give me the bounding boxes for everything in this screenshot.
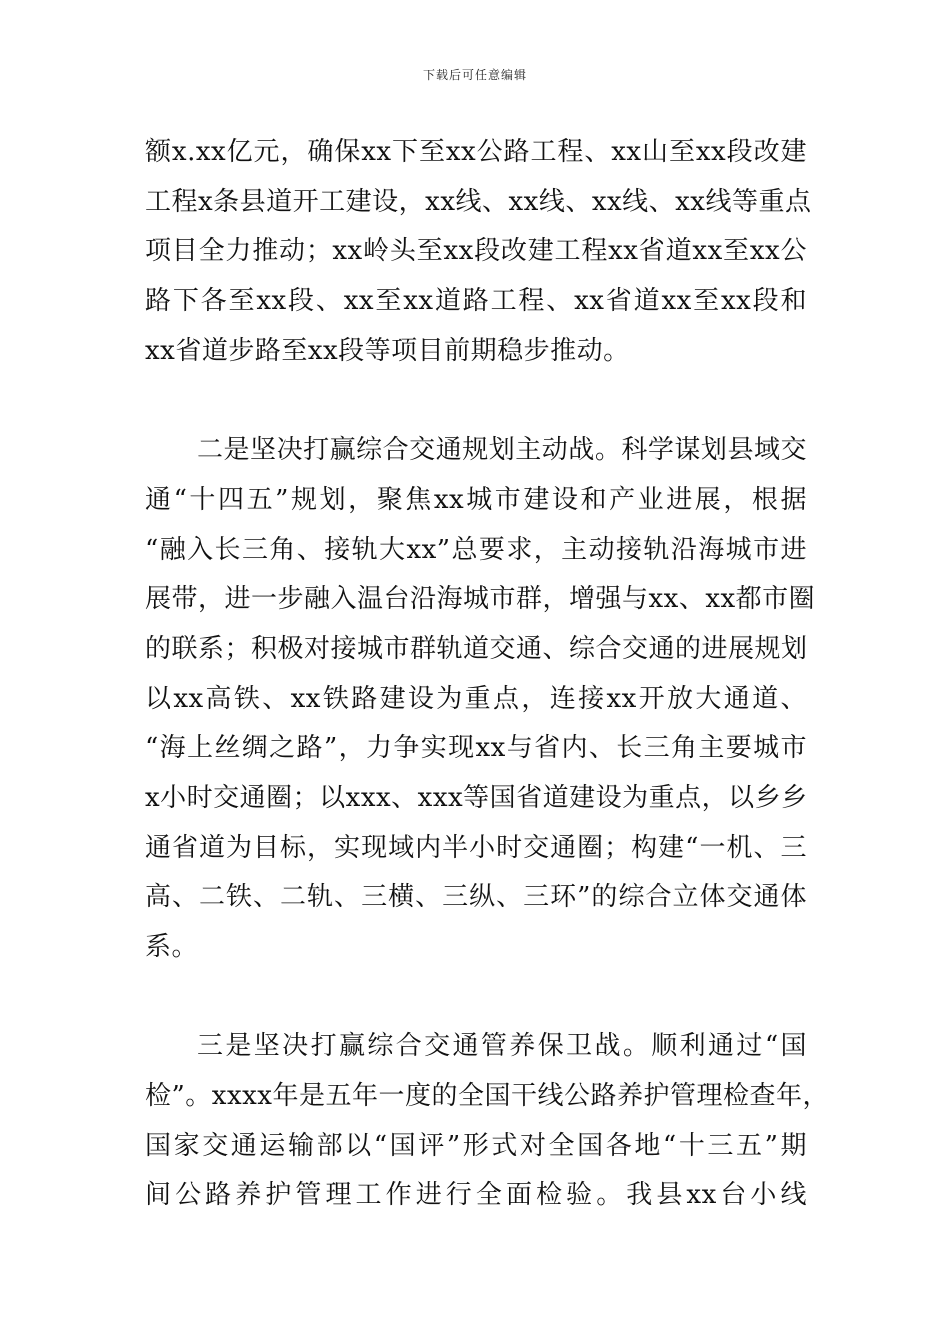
text-line: 通“十四五”规划，聚焦xx城市建设和产业进展，根据 xyxy=(145,484,807,515)
paragraph-2 xyxy=(145,426,816,973)
paragraph-gap xyxy=(145,376,807,426)
text-line: 检”。xxxx年是五年一度的全国干线公路养护管理检查年， xyxy=(145,1081,829,1112)
text-line: 二是坚决打赢综合交通规划主动战。科学谋划县域交 xyxy=(197,435,807,466)
text-line: 高、二铁、二轨、三横、三纵、三环”的综合立体交通体 xyxy=(145,882,807,913)
page-header: 下载后可任意编辑 xyxy=(422,68,527,82)
paragraph-1 xyxy=(145,128,812,376)
text-line: 国家交通运输部以“国评”形式对全国各地“十三五”期 xyxy=(145,1130,807,1161)
document-body xyxy=(145,128,829,1221)
text-line: 路下各至xx段、xx至xx道路工程、xx省道xx至xx段和 xyxy=(145,286,807,317)
text-line: x小时交通圈；以xxx、xxx等国省道建设为重点，以乡乡 xyxy=(145,782,808,813)
text-line: 项目全力推动；xx岭头至xx段改建工程xx省道xx至xx公 xyxy=(145,236,807,267)
text-line: 通省道为目标，实现域内半小时交通圈；构建“一机、三 xyxy=(145,832,807,863)
text-line: xx省道步路至xx段等项目前期稳步推动。 xyxy=(145,335,630,366)
text-line: 三是坚决打赢综合交通管养保卫战。顺利通过“国 xyxy=(197,1031,807,1062)
text-line: 以xx高铁、xx铁路建设为重点，连接xx开放大通道、 xyxy=(145,683,807,714)
text-line: 的联系；积极对接城市群轨道交通、综合交通的进展规划 xyxy=(145,633,808,664)
text-line: 工程x条县道开工建设，xx线、xx线、xx线、xx线等重点 xyxy=(145,186,812,217)
text-line: “融入长三角、接轨大xx”总要求，主动接轨沿海城市进 xyxy=(145,534,807,565)
paragraph-3 xyxy=(145,1022,829,1221)
text-line: 系。 xyxy=(145,932,199,962)
paragraph-gap xyxy=(145,973,807,1023)
text-line: 展带，进一步融入温台沿海城市群，增强与xx、xx都市圈 xyxy=(145,584,816,615)
text-line: “海上丝绸之路”，力争实现xx与省内、长三角主要城市 xyxy=(145,733,807,764)
text-line: 间公路养护管理工作进行全面检验。我县xx台小线 xyxy=(145,1180,807,1211)
text-line: 额x.xx亿元，确保xx下至xx公路工程、xx山至xx段改建 xyxy=(145,137,807,167)
